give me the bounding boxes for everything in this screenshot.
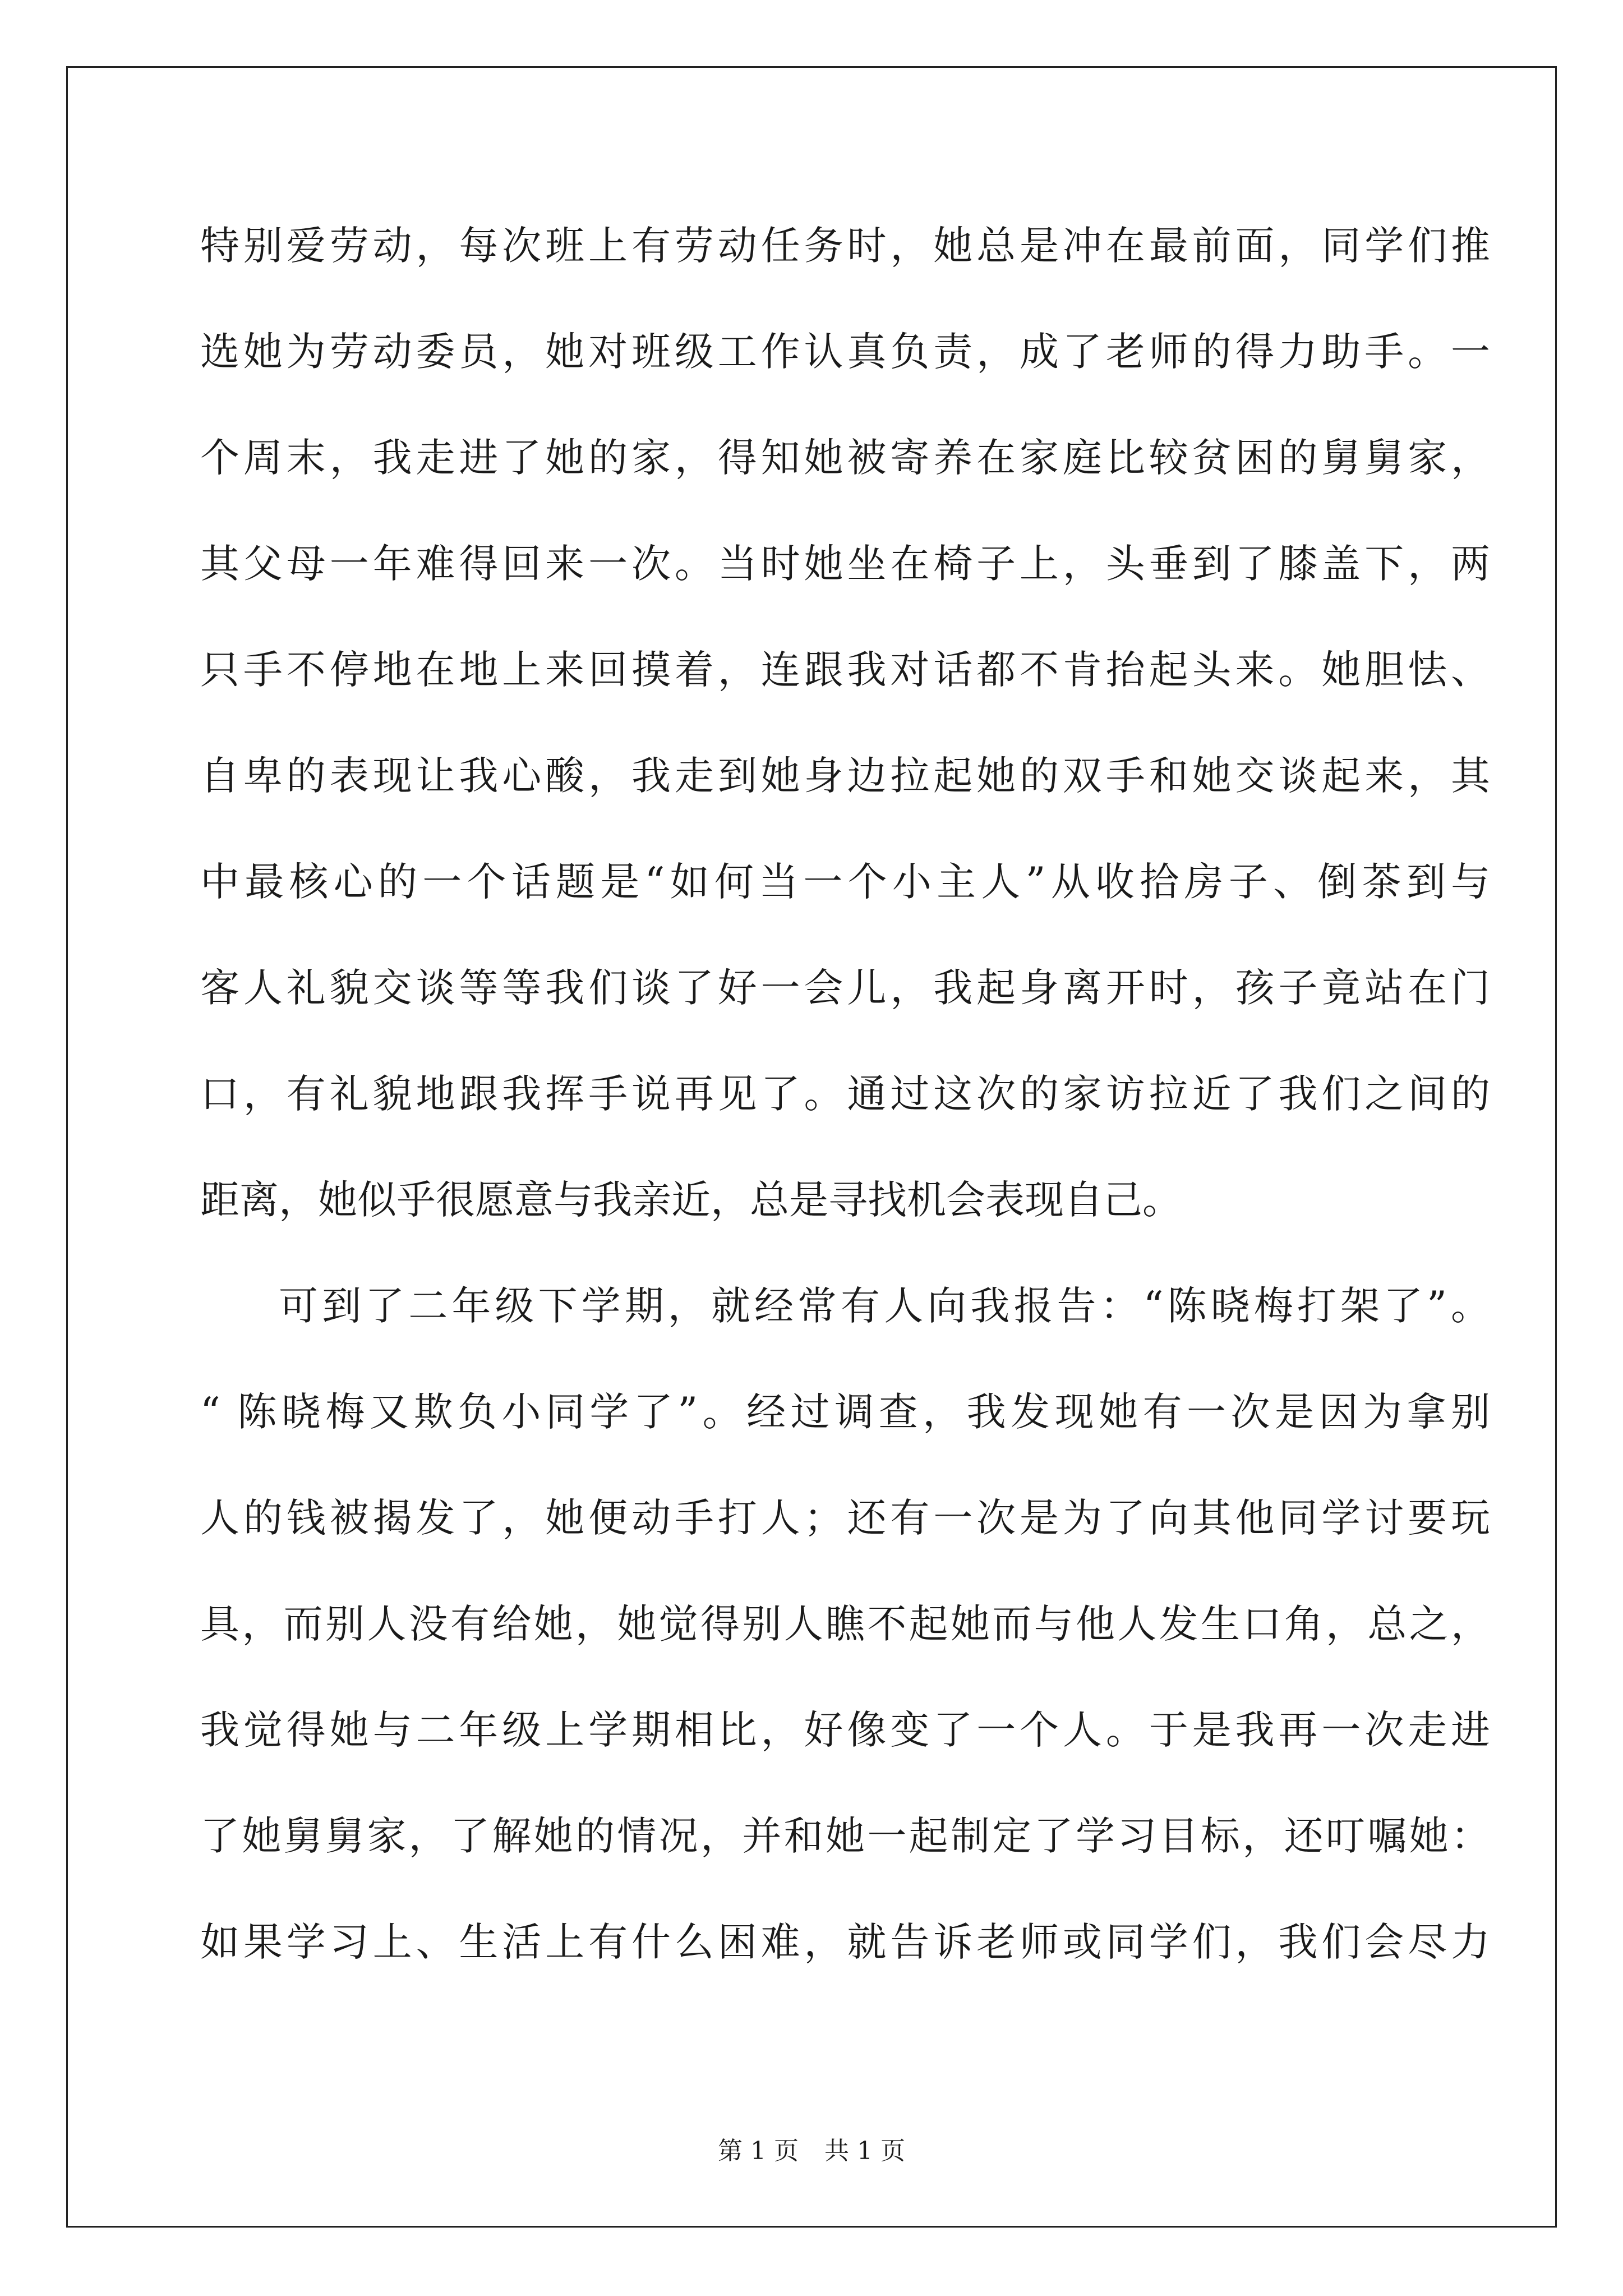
text-line: 中最核心的一个话题是“如何当一个小主人”从收拾房子、倒茶到与 (200, 859, 1490, 905)
text-line: 个周末，我走进了她的家，得知她被寄养在家庭比较贫困的舅舅家， (200, 435, 1490, 481)
text-line: 客人礼貌交谈等等我们谈了好一会儿，我起身离开时，孩子竟站在门 (200, 965, 1490, 1011)
text-line: 其父母一年难得回来一次。当时她坐在椅子上，头垂到了膝盖下，两 (200, 541, 1490, 587)
text-line: 自卑的表现让我心酸，我走到她身边拉起她的双手和她交谈起来，其 (200, 753, 1490, 799)
text-line: 可到了二年级下学期，就经常有人向我报告：“陈晓梅打架了”。 (279, 1283, 1490, 1329)
text-line: 只手不停地在地上来回摸着，连跟我对话都不肯抬起头来。她胆怯、 (200, 647, 1490, 693)
page-number: 第 1 页 (718, 2137, 799, 2165)
text-line: 具，而别人没有给她，她觉得别人瞧不起她而与他人发生口角，总之， (200, 1601, 1490, 1647)
text-line: 人的钱被揭发了，她便动手打人；还有一次是为了向其他同学讨要玩 (200, 1495, 1490, 1541)
text-line: 特别爱劳动，每次班上有劳动任务时，她总是冲在最前面，同学们推 (200, 223, 1490, 269)
text-line: 口，有礼貌地跟我挥手说再见了。通过这次的家访拉近了我们之间的 (200, 1071, 1490, 1117)
text-line: 距离，她似乎很愿意与我亲近，总是寻找机会表现自己。 (200, 1177, 1182, 1223)
text-line: “ 陈晓梅又欺负小同学了”。经过调查，我发现她有一次是因为拿别 (200, 1389, 1490, 1435)
page-footer (0, 2134, 1623, 2168)
document-body (200, 212, 1490, 2014)
page-total: 共 1 页 (824, 2137, 905, 2165)
text-line: 如果学习上、生活上有什么困难，就告诉老师或同学们，我们会尽力 (200, 1919, 1490, 1965)
text-line: 我觉得她与二年级上学期相比，好像变了一个人。于是我再一次走进 (200, 1707, 1490, 1753)
text-line: 选她为劳动委员，她对班级工作认真负责，成了老师的得力助手。一 (200, 329, 1490, 375)
text-line: 了她舅舅家，了解她的情况，并和她一起制定了学习目标，还叮嘱她： (200, 1813, 1490, 1859)
